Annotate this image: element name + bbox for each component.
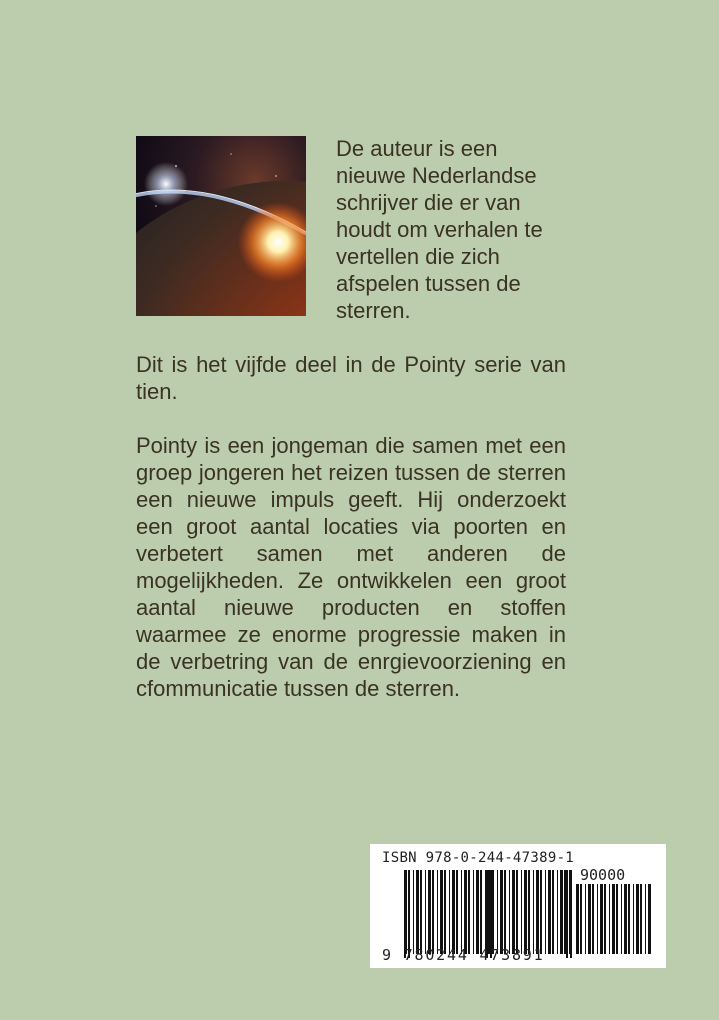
addon-number: 90000	[580, 866, 626, 884]
series-note: Dit is het vijfde deel in de Pointy serie van tien.	[136, 352, 566, 404]
space-planet-image	[136, 136, 306, 316]
isbn-barcode	[370, 844, 666, 968]
isbn-label: ISBN 978-0-244-47389-1	[382, 850, 575, 866]
author-blurb: De auteur is een nieuwe Nederlandse schrijver die er van houdt om verhalen te vertellen die zich afspelen tussen de sterren.	[336, 136, 543, 323]
ean-digits: 9 780244 473891	[382, 946, 545, 964]
synopsis: Pointy is een jongeman die samen met een groep jongeren het reizen tussen de sterren een nieuwe impuls geeft. Hij onderzoekt een groot aantal locaties via poorten en verbetert samen met anderen de mogelijkheden. Ze ontwikkelen een groot aantal nieuwe producten en stoffen waarmee ze enorme progressie maken in de verbetring van de enrgievoorziening en cfommunicatie tussen de sterren.	[136, 433, 566, 701]
